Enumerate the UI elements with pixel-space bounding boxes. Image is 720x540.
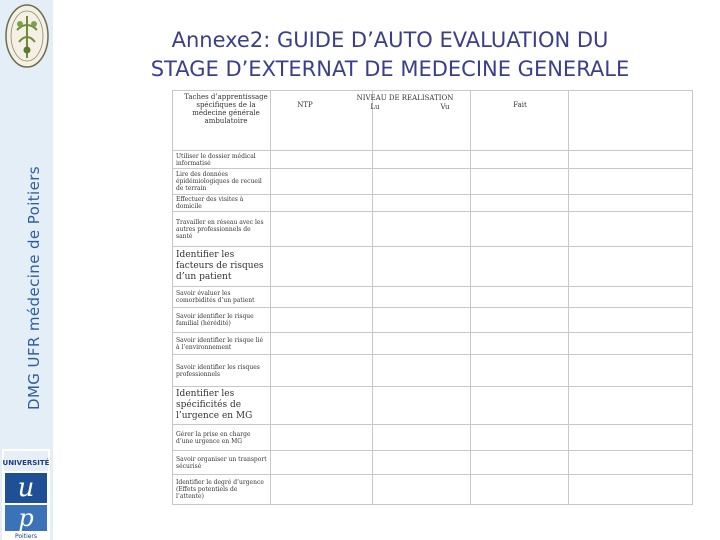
sidebar-vertical-title: DMG UFR médecine de Poitiers	[25, 165, 43, 410]
level-cell[interactable]	[569, 475, 693, 505]
table-row-label: Identifier les facteurs de risques d’un patient	[173, 247, 271, 287]
title-line-2: STAGE D’EXTERNAT DE MEDECINE GENERALE	[150, 57, 630, 81]
level-cell[interactable]	[271, 333, 373, 355]
level-cell[interactable]	[569, 287, 693, 308]
column-header-fait: Fait	[513, 101, 527, 109]
level-cell[interactable]	[569, 151, 693, 169]
level-cell[interactable]	[373, 308, 471, 333]
table-row-label: Savoir identifier le risque lié à l’environnement	[173, 333, 271, 355]
sidebar	[0, 0, 53, 540]
level-cell[interactable]	[471, 308, 569, 333]
level-cell[interactable]	[471, 151, 569, 169]
level-cell[interactable]	[569, 333, 693, 355]
level-cell[interactable]	[471, 333, 569, 355]
level-cell[interactable]	[471, 451, 569, 475]
level-cell[interactable]	[373, 151, 471, 169]
criteria-header: Taches d’apprentissage spécifiques de la médecine générale ambulatoire	[184, 93, 268, 125]
level-cell[interactable]	[271, 475, 373, 505]
level-cell[interactable]	[373, 355, 471, 387]
level-cell[interactable]	[271, 451, 373, 475]
table-row-label: Savoir évaluer les comorbidités d’un patient	[173, 287, 271, 308]
svg-text:p: p	[18, 504, 34, 532]
level-cell[interactable]	[271, 169, 373, 195]
svg-text:u: u	[17, 473, 35, 503]
table-row-label: Lire des données épidémiologiques de recueil de terrain	[173, 169, 271, 195]
level-cell[interactable]	[471, 475, 569, 505]
table-row-label: Savoir identifier le risque familial (hérédité)	[173, 308, 271, 333]
level-cell[interactable]	[569, 387, 693, 425]
level-cell[interactable]	[373, 169, 471, 195]
table-row-label: Effectuer des visites à domicile	[173, 195, 271, 212]
level-cell[interactable]	[271, 308, 373, 333]
level-cell[interactable]	[271, 247, 373, 287]
level-cell[interactable]	[569, 425, 693, 451]
fait-header-cell	[569, 91, 693, 151]
table-row-label: Savoir organiser un transport sécurisé	[173, 451, 271, 475]
level-cell[interactable]	[471, 212, 569, 247]
level-cell[interactable]	[471, 387, 569, 425]
level-cell[interactable]	[373, 195, 471, 212]
vu-header-cell	[471, 91, 569, 151]
university-logo	[2, 449, 50, 540]
level-cell[interactable]	[373, 387, 471, 425]
level-cell[interactable]	[373, 212, 471, 247]
level-cell[interactable]	[271, 355, 373, 387]
level-cell[interactable]	[373, 247, 471, 287]
level-cell[interactable]	[373, 425, 471, 451]
faculty-seal-icon	[3, 2, 51, 74]
column-header-vu: Vu	[440, 103, 450, 111]
level-cell[interactable]	[569, 169, 693, 195]
column-header-lu: Lu	[370, 103, 380, 111]
level-cell[interactable]	[471, 247, 569, 287]
table-row-label: Identifier les spécificités de l’urgence en MG	[173, 387, 271, 425]
level-cell[interactable]	[271, 151, 373, 169]
level-cell[interactable]	[471, 355, 569, 387]
column-header-ntp: NTP	[297, 101, 313, 109]
table-row-label: Savoir identifier les risques professionnels	[173, 355, 271, 387]
level-cell[interactable]	[569, 247, 693, 287]
svg-text:UNIVERSITÉ: UNIVERSITÉ	[2, 459, 50, 467]
level-cell[interactable]	[373, 333, 471, 355]
level-cell[interactable]	[471, 169, 569, 195]
level-cell[interactable]	[271, 425, 373, 451]
table-row-label: Travailler en réseau avec les autres professionnels de santé	[173, 212, 271, 247]
table-row-label: Utiliser le dossier médical informatisé	[173, 151, 271, 169]
evaluation-table	[172, 90, 693, 505]
level-cell[interactable]	[271, 287, 373, 308]
level-cell[interactable]	[373, 451, 471, 475]
svg-text:Poitiers: Poitiers	[14, 533, 38, 540]
level-cell[interactable]	[373, 287, 471, 308]
level-cell[interactable]	[373, 475, 471, 505]
table-row-label: Identifier le degré d’urgence (Effets potentiels de l’attente)	[173, 475, 271, 505]
title-line-1: Annexe2: GUIDE D’AUTO EVALUATION DU	[171, 28, 609, 52]
level-cell[interactable]	[569, 308, 693, 333]
level-cell[interactable]	[569, 195, 693, 212]
level-cell[interactable]	[471, 425, 569, 451]
table-row-label: Gérer la prise en charge d’une urgence en MG	[173, 425, 271, 451]
level-cell[interactable]	[569, 451, 693, 475]
level-cell[interactable]	[471, 195, 569, 212]
level-cell[interactable]	[569, 212, 693, 247]
page-title	[90, 26, 690, 84]
level-group-header: NIVEAU DE REALISATION	[356, 94, 454, 102]
level-cell[interactable]	[271, 195, 373, 212]
level-cell[interactable]	[271, 387, 373, 425]
level-cell[interactable]	[271, 212, 373, 247]
level-cell[interactable]	[569, 355, 693, 387]
level-cell[interactable]	[471, 287, 569, 308]
